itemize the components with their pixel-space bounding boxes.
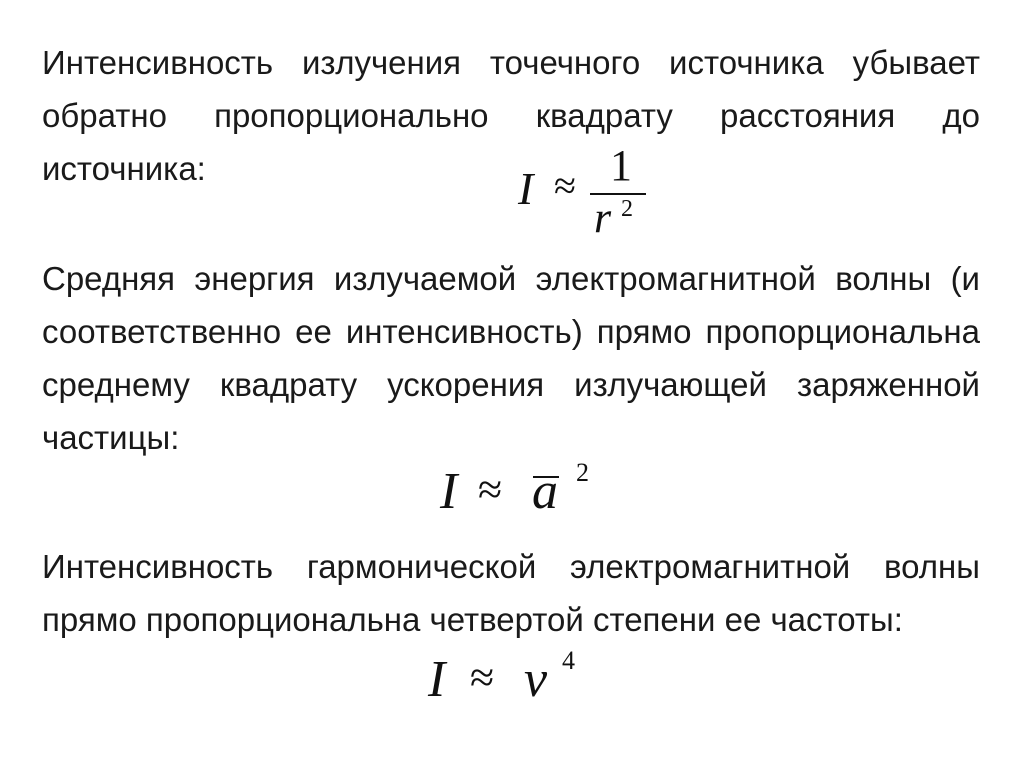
paragraph-inverse-square: Интенсивность излучения точечного источника убывает обратно пропорционально квадрату расстояния до источника:	[42, 44, 980, 187]
formula-frequency	[428, 646, 598, 720]
approx-sign: ≈	[470, 653, 495, 702]
formula-variable: ν	[524, 651, 548, 708]
exponent: 4	[562, 646, 575, 675]
formula-variable: a	[532, 463, 558, 520]
paragraph-frequency: Интенсивность гармонической электромагнитной волны прямо пропорциональна четвертой степени ее частоты:	[42, 548, 980, 638]
exponent: 2	[576, 458, 589, 487]
exponent: 2	[621, 196, 633, 222]
fraction-numerator: 1	[610, 141, 632, 190]
paragraph-acceleration: Средняя энергия излучаемой электромагнитной волны (и соответственно ее интенсивность) прямо пропорциональна среднему квадрату ускорения излучающей заряженной частицы:	[42, 260, 980, 456]
formula-lhs: I	[518, 163, 534, 214]
formula-lhs: I	[440, 463, 458, 520]
approx-sign: ≈	[478, 465, 503, 514]
approx-sign: ≈	[554, 163, 576, 208]
fraction-denominator: r	[594, 193, 612, 242]
formula-inverse-square	[518, 141, 658, 250]
formula-lhs: I	[428, 651, 446, 708]
formula-acceleration	[440, 458, 610, 532]
